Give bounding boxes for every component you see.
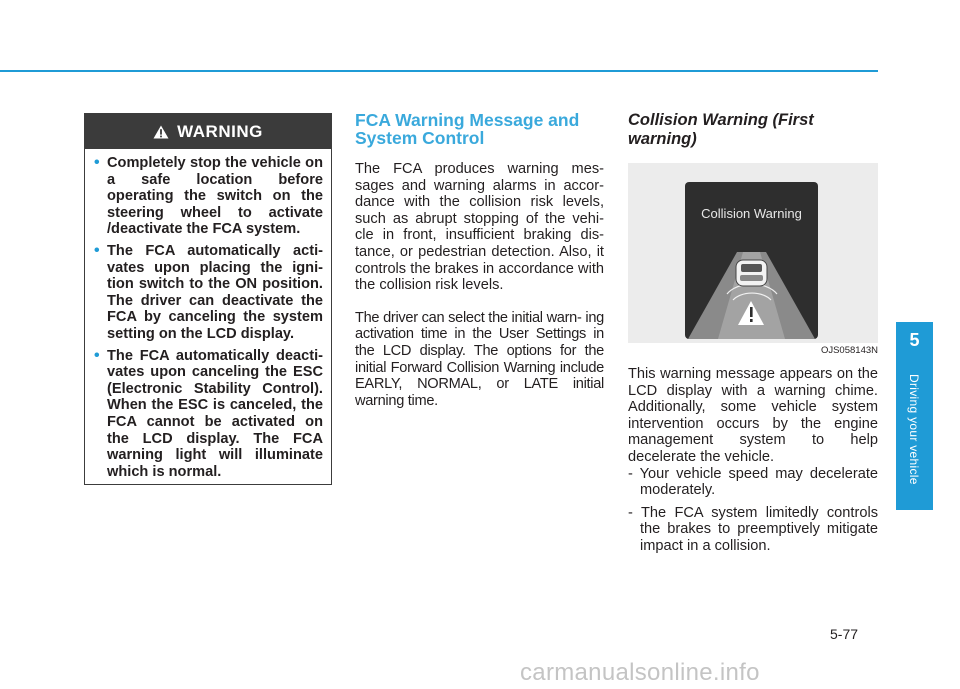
right-column <box>628 111 878 555</box>
middle-column <box>355 111 604 409</box>
page-number: 5-77 <box>830 626 859 642</box>
chapter-title: Driving your vehicle <box>907 374 921 485</box>
bullet-icon: • <box>94 241 100 259</box>
warning-box <box>84 113 332 485</box>
paragraph: This warning message appears on the LCD display with a warning chime. Additionally, some vehicle system intervention occurs by the engine management system to help decelerate the vehicle. <box>628 366 878 465</box>
warning-item-text: The FCA automatically acti- vates upon placing the igni- tion switch to the ON position. The driver can deactivate the FCA by canceling the system setting on the LCD display. <box>107 242 323 342</box>
warning-list <box>85 149 331 480</box>
chapter-number: 5 <box>909 330 920 350</box>
collision-warning-figure <box>628 163 878 343</box>
section-heading: FCA Warning Message and System Control <box>355 110 580 148</box>
warning-triangle-icon <box>153 125 169 139</box>
warning-item <box>94 346 323 481</box>
top-rule <box>0 70 878 72</box>
paragraph: The FCA produces warning mes- sages and warning alarms in accor- dance with the collision risk levels, such as abrupt stopping of the vehi- cle in front, insufficient braking dis- tance, or pedestrian detection. Also, it controls the brakes in accordance with the collision risk levels. <box>355 161 604 294</box>
paragraph: The driver can select the initial warn- ing activation time in the User Settings in the LCD display. The options for the initial Forward Collision Warning include EARLY, NORMAL, or LATE initial warning time. <box>355 309 604 409</box>
dash-item: - Your vehicle speed may decelerate moderately. <box>628 465 878 499</box>
warning-item-text: The FCA automatically deacti- vates upon canceling the ESC (Electronic Stability Control). When the ESC is canceled, the FCA cannot be activated on the LCD display. The FCA warning light will illuminate which is normal. <box>107 347 323 480</box>
watermark: carmanualsonline.info <box>520 659 760 686</box>
lcd-title: Collision Warning <box>701 206 802 221</box>
warning-header <box>85 114 331 149</box>
figure-code: OJS058143N <box>820 345 878 356</box>
warning-title: WARNING <box>177 121 263 141</box>
bullet-icon: • <box>94 346 100 364</box>
warning-item <box>94 154 323 238</box>
dash-item: - The FCA system limitedly controls the brakes to preemptively mitigate impact in a collision. <box>628 504 878 554</box>
lcd-display <box>685 182 818 339</box>
subsection-heading: Collision Warning (First warning) <box>628 111 814 148</box>
warning-item-text: Completely stop the vehicle on a safe location before operating the switch on the steering wheel to activate /deactivate the FCA system. <box>107 155 323 238</box>
chapter-tab <box>896 322 933 510</box>
bullet-icon: • <box>94 154 100 171</box>
collision-road-icon <box>685 182 818 339</box>
warning-item <box>94 241 323 343</box>
